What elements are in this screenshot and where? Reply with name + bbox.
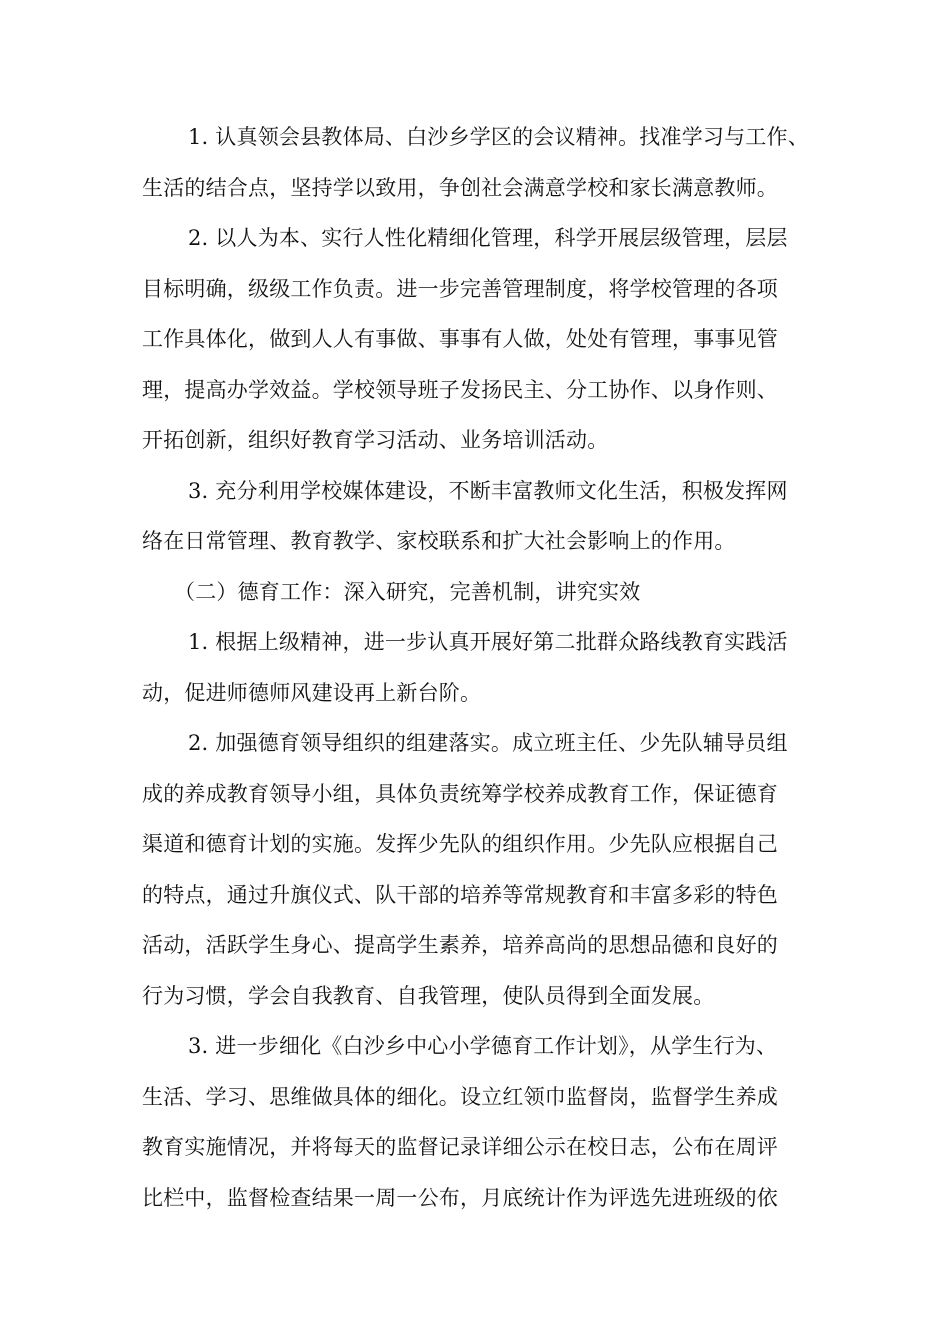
paragraph-line: 活动，活跃学生身心、提高学生素养，培养高尚的思想品德和良好的 [142, 933, 778, 957]
section-heading: （二）德育工作：深入研究，完善机制，讲究实效 [174, 579, 641, 604]
paragraph-line: 理，提高办学效益。学校领导班子发扬民主、分工协作、以身作则、 [142, 377, 778, 402]
paragraph-line: 动，促进师德师风建设再上新台阶。 [142, 680, 482, 705]
paragraph-line: 渠道和德育计划的实施。发挥少先队的组织作用。少先队应根据自己 [142, 832, 778, 856]
paragraph-line: 的特点，通过升旗仪式、队干部的培养等常规教育和丰富多彩的特色 [142, 882, 778, 907]
document-body [142, 112, 832, 1223]
paragraph-line: 1. 根据上级精神，进一步认真开展好第二批群众路线教育实践活 [188, 630, 788, 654]
paragraph-line: 生活、学习、思维做具体的细化。设立红领巾监督岗，监督学生养成 [142, 1084, 778, 1109]
paragraph-line: 3. 充分利用学校媒体建设，不断丰富教师文化生活，积极发挥网 [188, 478, 788, 503]
paragraph-line: 生活的结合点，坚持学以致用，争创社会满意学校和家长满意教师。 [142, 175, 778, 200]
paragraph-line: 3. 进一步细化《白沙乡中心小学德育工作计划》，从学生行为、 [188, 1034, 778, 1058]
paragraph-line: 2. 以人为本、实行人性化精细化管理，科学开展层级管理，层层 [188, 226, 788, 250]
paragraph-line: 1. 认真领会县教体局、白沙乡学区的会议精神。找准学习与工作、 [188, 125, 809, 149]
paragraph-line: 教育实施情况，并将每天的监督记录详细公示在校日志，公布在周评 [142, 1135, 778, 1159]
paragraph-line: 目标明确，级级工作负责。进一步完善管理制度，将学校管理的各项 [142, 276, 778, 301]
paragraph-line: 成的养成教育领导小组，具体负责统筹学校养成教育工作，保证德育 [142, 781, 778, 806]
paragraph-line: 工作具体化，做到人人有事做、事事有人做，处处有管理，事事见管 [142, 327, 778, 351]
paragraph-line: 2. 加强德育领导组织的组建落实。成立班主任、少先队辅导员组 [188, 731, 788, 755]
paragraph-line: 比栏中，监督检查结果一周一公布，月底统计作为评选先进班级的依 [142, 1185, 778, 1210]
paragraph-line: 开拓创新，组织好教育学习活动、业务培训活动。 [142, 428, 609, 452]
paragraph-line: 行为习惯，学会自我教育、自我管理，使队员得到全面发展。 [142, 983, 715, 1008]
paragraph-line: 络在日常管理、教育教学、家校联系和扩大社会影响上的作用。 [142, 529, 736, 553]
